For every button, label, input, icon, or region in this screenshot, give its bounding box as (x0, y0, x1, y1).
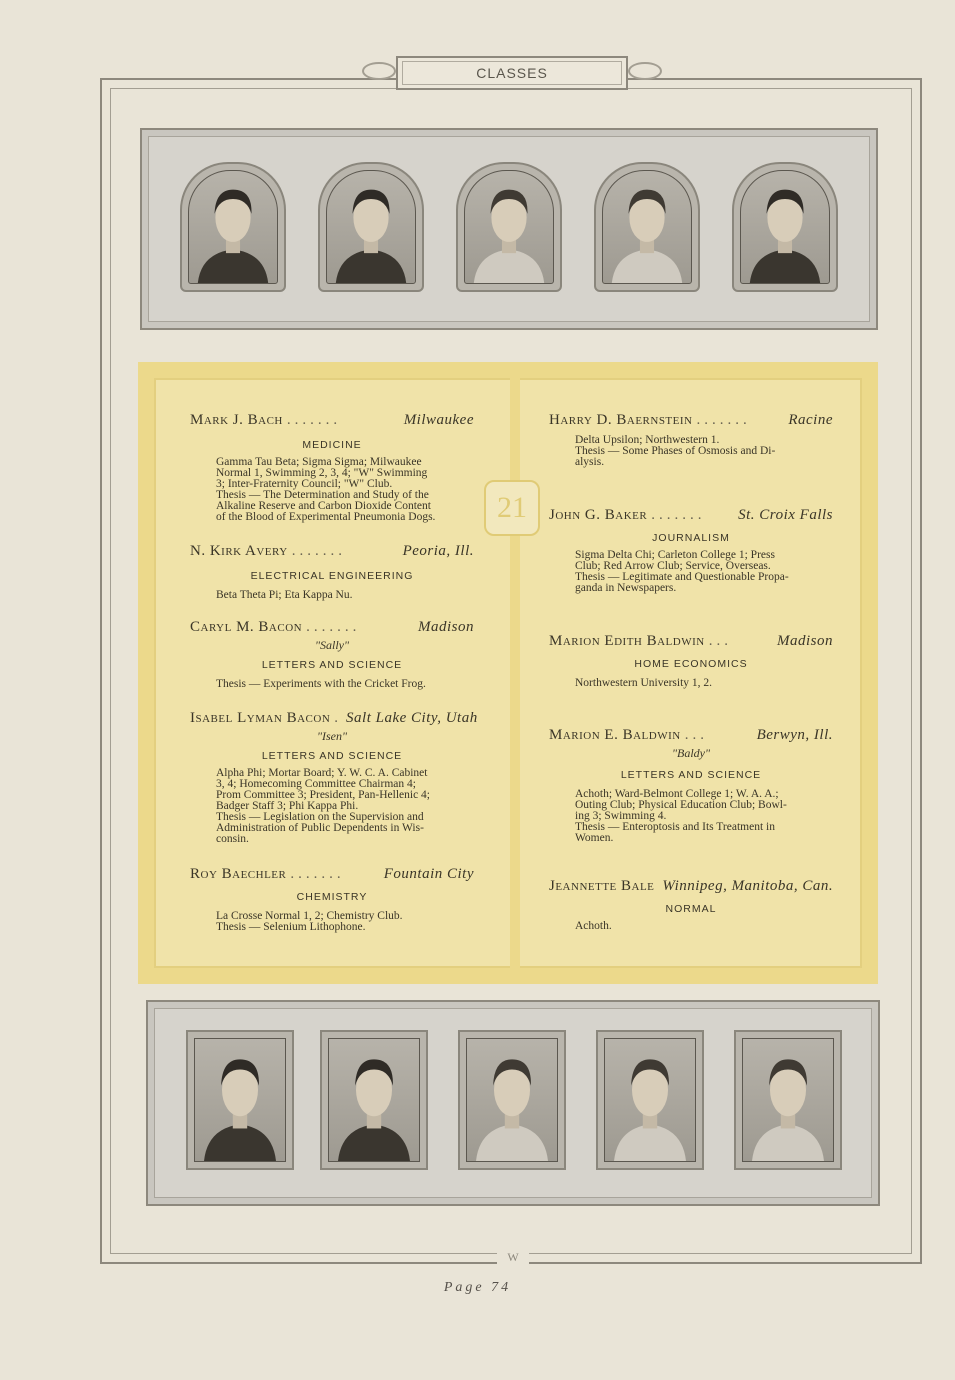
student-name: Mark J. Bach (190, 412, 283, 428)
student-course: ELECTRICAL ENGINEERING (250, 570, 414, 582)
portrait-photo (464, 170, 554, 284)
activity-line: Delta Upsilon; Northwestern 1. (575, 434, 720, 446)
w-emblem-icon: W (497, 1250, 529, 1264)
portrait-silhouette-icon (327, 171, 415, 283)
student-name: Harry D. Baernstein (549, 412, 693, 428)
activity-line: Women. (575, 832, 614, 844)
section-header (396, 56, 628, 90)
portrait-silhouette-icon (329, 1039, 419, 1161)
activity-line: alysis. (575, 456, 605, 468)
activity-line: Sigma Delta Chi; Carleton College 1; Press (575, 549, 775, 561)
student-name: Jeannette Bale (549, 878, 655, 894)
student-hometown: Madison (777, 633, 833, 649)
portrait-silhouette-icon (195, 1039, 285, 1161)
activity-line: consin. (216, 833, 249, 845)
student-hometown: Peoria, Ill. (402, 543, 474, 559)
activity-line: Thesis — Legislation on the Supervision and (216, 811, 424, 823)
activity-line: Badger Staff 3; Phi Kappa Phi. (216, 800, 359, 812)
portrait-frame (320, 1030, 428, 1170)
entry-marion-e-baldwin (549, 727, 833, 844)
page-number: Page 74 (443, 1280, 512, 1295)
leader-dots: ....... (306, 619, 361, 635)
activity-line: Achoth. (575, 920, 612, 932)
student-nickname: "Isen" (316, 729, 348, 743)
student-hometown: St. Croix Falls (738, 507, 833, 523)
portrait-photo (188, 170, 278, 284)
portrait-photo (604, 1038, 696, 1162)
student-hometown: Milwaukee (403, 412, 474, 428)
portrait-silhouette-icon (605, 1039, 695, 1161)
activity-line: Alpha Phi; Mortar Board; Y. W. C. A. Cabinet (216, 767, 428, 779)
student-name: Marion E. Baldwin (549, 727, 681, 743)
portrait-photo (742, 1038, 834, 1162)
activity-line: ing 3; Swimming 4. (575, 810, 667, 822)
entry-harry-d-baernstein (549, 412, 833, 468)
student-name: Caryl M. Bacon (190, 619, 303, 635)
student-course: JOURNALISM (652, 532, 730, 544)
portrait-frame (186, 1030, 294, 1170)
student-name: Isabel Lyman Bacon (190, 710, 331, 726)
student-activities (216, 590, 474, 601)
portrait-silhouette-icon (603, 171, 691, 283)
portrait-photo (328, 1038, 420, 1162)
activity-line: Thesis — Legitimate and Questionable Propa- (575, 571, 789, 583)
portrait-frame (180, 162, 286, 292)
student-hometown: Racine (788, 412, 833, 428)
student-name: Roy Baechler (190, 866, 287, 882)
entry-mark-j-bach (190, 412, 474, 523)
student-nickname: "Baldy" (671, 746, 711, 760)
student-activities (216, 768, 474, 845)
student-activities (216, 911, 474, 933)
portrait-silhouette-icon (467, 1039, 557, 1161)
student-course: LETTERS AND SCIENCE (620, 769, 762, 781)
entry-jeannette-bale (549, 878, 833, 932)
column-divider (510, 378, 520, 968)
student-course: LETTERS AND SCIENCE (261, 659, 403, 671)
portrait-frame (732, 162, 838, 292)
student-course: MEDICINE (302, 439, 362, 451)
entry-caryl-m-bacon (190, 619, 474, 690)
portrait-frame (594, 162, 700, 292)
leader-dots: . (334, 710, 343, 726)
activity-line: Thesis — Experiments with the Cricket Frog. (216, 678, 426, 690)
leader-dots: ... (708, 633, 732, 649)
activity-line: Administration of Public Dependents in Wis- (216, 822, 424, 834)
activity-line: Northwestern University 1, 2. (575, 677, 713, 689)
portrait-silhouette-icon (189, 171, 277, 283)
activity-line: Gamma Tau Beta; Sigma Sigma; Milwaukee (216, 456, 422, 468)
student-nickname: "Sally" (314, 638, 350, 652)
student-activities (216, 457, 474, 523)
student-hometown: Winnipeg, Manitoba, Can. (662, 878, 834, 894)
class-year-badge (484, 480, 540, 536)
entry-n-kirk-avery (190, 543, 474, 601)
portrait-silhouette-icon (465, 171, 553, 283)
student-course: CHEMISTRY (296, 891, 368, 903)
entry-isabel-lyman-bacon (190, 710, 478, 845)
portrait-photo (194, 1038, 286, 1162)
leader-dots: ....... (696, 412, 751, 428)
student-activities (575, 789, 833, 844)
student-hometown: Berwyn, Ill. (756, 727, 833, 743)
student-name: John G. Baker (549, 507, 648, 523)
student-activities (575, 435, 833, 468)
activity-line: La Crosse Normal 1, 2; Chemistry Club. (216, 910, 403, 922)
activity-line: Alkaline Reserve and Carbon Dioxide Content (216, 500, 431, 512)
student-name: N. Kirk Avery (190, 543, 288, 559)
portrait-frame (456, 162, 562, 292)
student-name: Marion Edith Baldwin (549, 633, 705, 649)
activity-line: Thesis — The Determination and Study of the (216, 489, 429, 501)
student-course: HOME ECONOMICS (634, 658, 748, 670)
activity-line: Achoth; Ward-Belmont College 1; W. A. A.; (575, 788, 779, 800)
portrait-photo (740, 170, 830, 284)
activity-line: Normal 1, Swimming 2, 3, 4; "W" Swimming (216, 467, 428, 479)
activity-line: of the Blood of Experimental Pneumonia Dogs. (216, 511, 436, 523)
portrait-silhouette-icon (743, 1039, 833, 1161)
student-hometown: Salt Lake City, Utah (346, 710, 478, 726)
portrait-silhouette-icon (741, 171, 829, 283)
activity-line: Club; Red Arrow Club; Service, Overseas. (575, 560, 771, 572)
activity-line: Thesis — Selenium Lithophone. (216, 921, 366, 933)
leader-dots: ....... (291, 543, 346, 559)
activity-line: Outing Club; Physical Education Club; Bowl- (575, 799, 787, 811)
student-activities (575, 921, 833, 932)
activity-line: Beta Theta Pi; Eta Kappa Nu. (216, 589, 353, 601)
entry-marion-edith-baldwin (549, 633, 833, 689)
student-hometown: Fountain City (383, 866, 474, 882)
activity-line: 3, 4; Homecoming Committee Chairman 4; (216, 778, 416, 790)
student-course: NORMAL (665, 903, 717, 915)
activity-line: 3; Inter-Fraternity Council; "W" Club. (216, 478, 393, 490)
portrait-photo (466, 1038, 558, 1162)
leader-dots: ... (684, 727, 708, 743)
student-course: LETTERS AND SCIENCE (261, 750, 403, 762)
portrait-frame (596, 1030, 704, 1170)
left-scroll-ornament (362, 62, 396, 80)
class-year-label: 21 (497, 491, 527, 524)
activity-line: Thesis — Some Phases of Osmosis and Di- (575, 445, 776, 457)
portrait-photo (326, 170, 416, 284)
leader-dots: ....... (290, 866, 345, 882)
student-activities (575, 550, 833, 594)
student-activities (216, 679, 474, 690)
portrait-frame (734, 1030, 842, 1170)
leader-dots: ....... (651, 507, 706, 523)
leader-dots: ....... (286, 412, 342, 428)
student-activities (575, 678, 833, 689)
portrait-photo (602, 170, 692, 284)
activity-line: ganda in Newspapers. (575, 582, 677, 594)
portrait-frame (318, 162, 424, 292)
portrait-frame (458, 1030, 566, 1170)
right-scroll-ornament (628, 62, 662, 80)
student-hometown: Madison (418, 619, 474, 635)
section-title: CLASSES (476, 65, 548, 81)
activity-line: Thesis — Enteroptosis and Its Treatment in (575, 821, 775, 833)
entry-john-g-baker (549, 507, 833, 594)
activity-line: Prom Committee 3; President, Pan-Hellenic 4; (216, 789, 430, 801)
entry-roy-baechler (190, 866, 474, 933)
